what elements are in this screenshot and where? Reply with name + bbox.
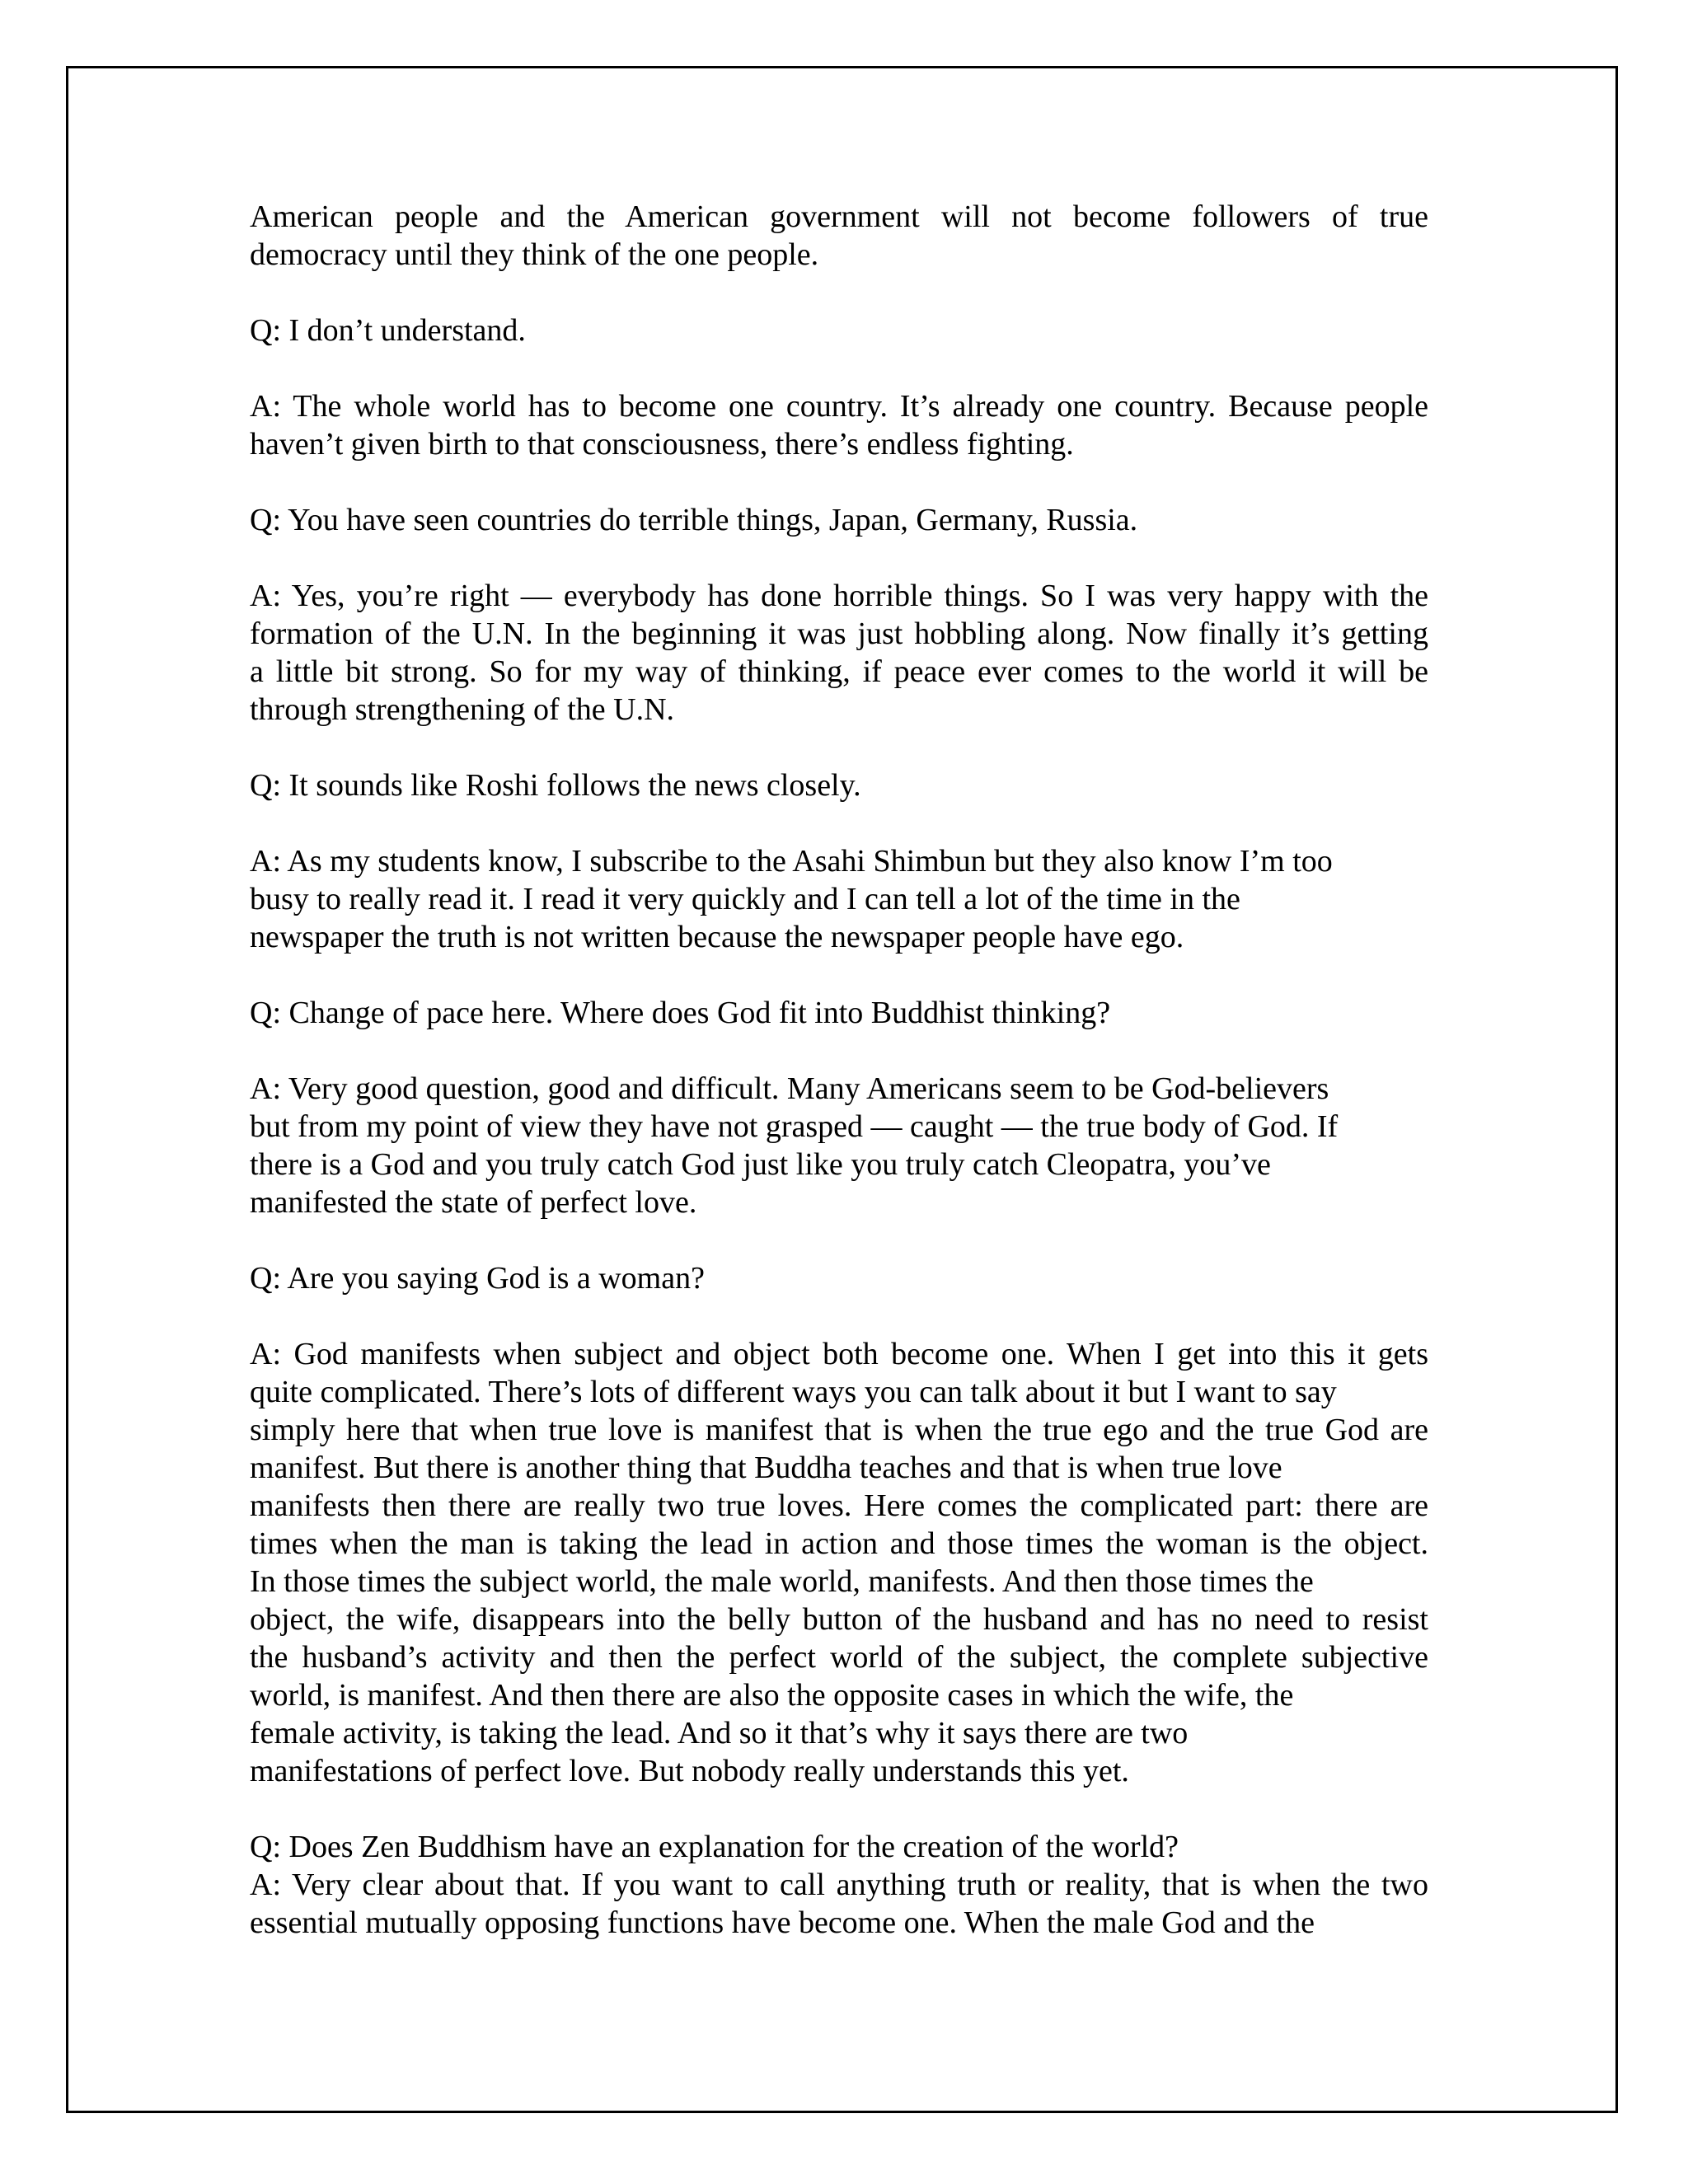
paragraph (250, 501, 1428, 539)
text-line: A: Very clear about that. If you want to call anything truth or reality, that is when the two (250, 1868, 1428, 1902)
paragraph (250, 387, 1428, 463)
paragraph (250, 312, 1428, 349)
text-line: democracy until they think of the one people. (250, 237, 819, 272)
text-line: through strengthening of the U.N. (250, 692, 675, 727)
paragraph (250, 766, 1428, 804)
text-line: manifest. But there is another thing that Buddha teaches and that is when true love (250, 1451, 1282, 1485)
text-line: manifestations of perfect love. But nobody really understands this yet. (250, 1754, 1129, 1788)
text-line: manifests then there are really two true loves. Here comes the complicated part: there are (250, 1488, 1428, 1523)
paragraph (250, 198, 1428, 274)
text-line: Q: Are you saying God is a woman? (250, 1261, 705, 1296)
text-line: Q: I don’t understand. (250, 313, 526, 348)
text-line: Q: Does Zen Buddhism have an explanation for the creation of the world? (250, 1830, 1179, 1864)
text-line: A: Yes, you’re right — everybody has done horrible things. So I was very happy with the (250, 579, 1428, 613)
text-line: Q: It sounds like Roshi follows the news closely. (250, 768, 861, 803)
text-line: manifested the state of perfect love. (250, 1185, 697, 1220)
paragraph (250, 1828, 1428, 1942)
text-line: American people and the American government will not become followers of true (250, 199, 1428, 234)
text-line: In those times the subject world, the male world, manifests. And then those times the (250, 1564, 1314, 1599)
text-line: world, is manifest. And then there are also the opposite cases in which the wife, the (250, 1678, 1294, 1713)
text-line: Q: You have seen countries do terrible things, Japan, Germany, Russia. (250, 503, 1138, 537)
text-line: object, the wife, disappears into the belly button of the husband and has no need to resist (250, 1602, 1428, 1637)
text-line: female activity, is taking the lead. And so it that’s why it says there are two (250, 1716, 1189, 1750)
text-line: newspaper the truth is not written because the newspaper people have ego. (250, 920, 1184, 954)
text-line: A: As my students know, I subscribe to the Asahi Shimbun but they also know I’m too (250, 844, 1333, 879)
text-line: busy to really read it. I read it very quickly and I can tell a lot of the time in the (250, 882, 1240, 916)
text-line: formation of the U.N. In the beginning it was just hobbling along. Now finally it’s getting (250, 616, 1428, 651)
text-line: times when the man is taking the lead in action and those times the woman is the object. (250, 1526, 1428, 1561)
text-line: simply here that when true love is manifest that is when the true ego and the true God are (250, 1413, 1428, 1447)
paragraph (250, 1259, 1428, 1297)
paragraph (250, 842, 1428, 956)
document-body (250, 198, 1428, 1942)
text-line: A: Very good question, good and difficult. Many Americans seem to be God-believers (250, 1071, 1329, 1106)
text-line: A: The whole world has to become one country. It’s already one country. Because people (250, 389, 1428, 424)
paragraph (250, 1335, 1428, 1790)
text-line: Q: Change of pace here. Where does God fit into Buddhist thinking? (250, 996, 1111, 1030)
text-line: but from my point of view they have not grasped — caught — the true body of God. If (250, 1109, 1339, 1144)
text-line: essential mutually opposing functions have become one. When the male God and the (250, 1905, 1315, 1940)
text-line: quite complicated. There’s lots of different ways you can talk about it but I want to say (250, 1375, 1337, 1409)
paragraph (250, 1070, 1428, 1221)
text-line: a little bit strong. So for my way of thinking, if peace ever comes to the world it will be (250, 654, 1428, 689)
text-line: the husband’s activity and then the perfect world of the subject, the complete subjective (250, 1640, 1428, 1675)
text-line: there is a God and you truly catch God just like you truly catch Cleopatra, you’ve (250, 1147, 1271, 1182)
text-line: haven’t given birth to that consciousness, there’s endless fighting. (250, 427, 1074, 462)
paragraph (250, 577, 1428, 729)
paragraph (250, 994, 1428, 1032)
text-line: A: God manifests when subject and object both become one. When I get into this it gets (250, 1337, 1428, 1371)
